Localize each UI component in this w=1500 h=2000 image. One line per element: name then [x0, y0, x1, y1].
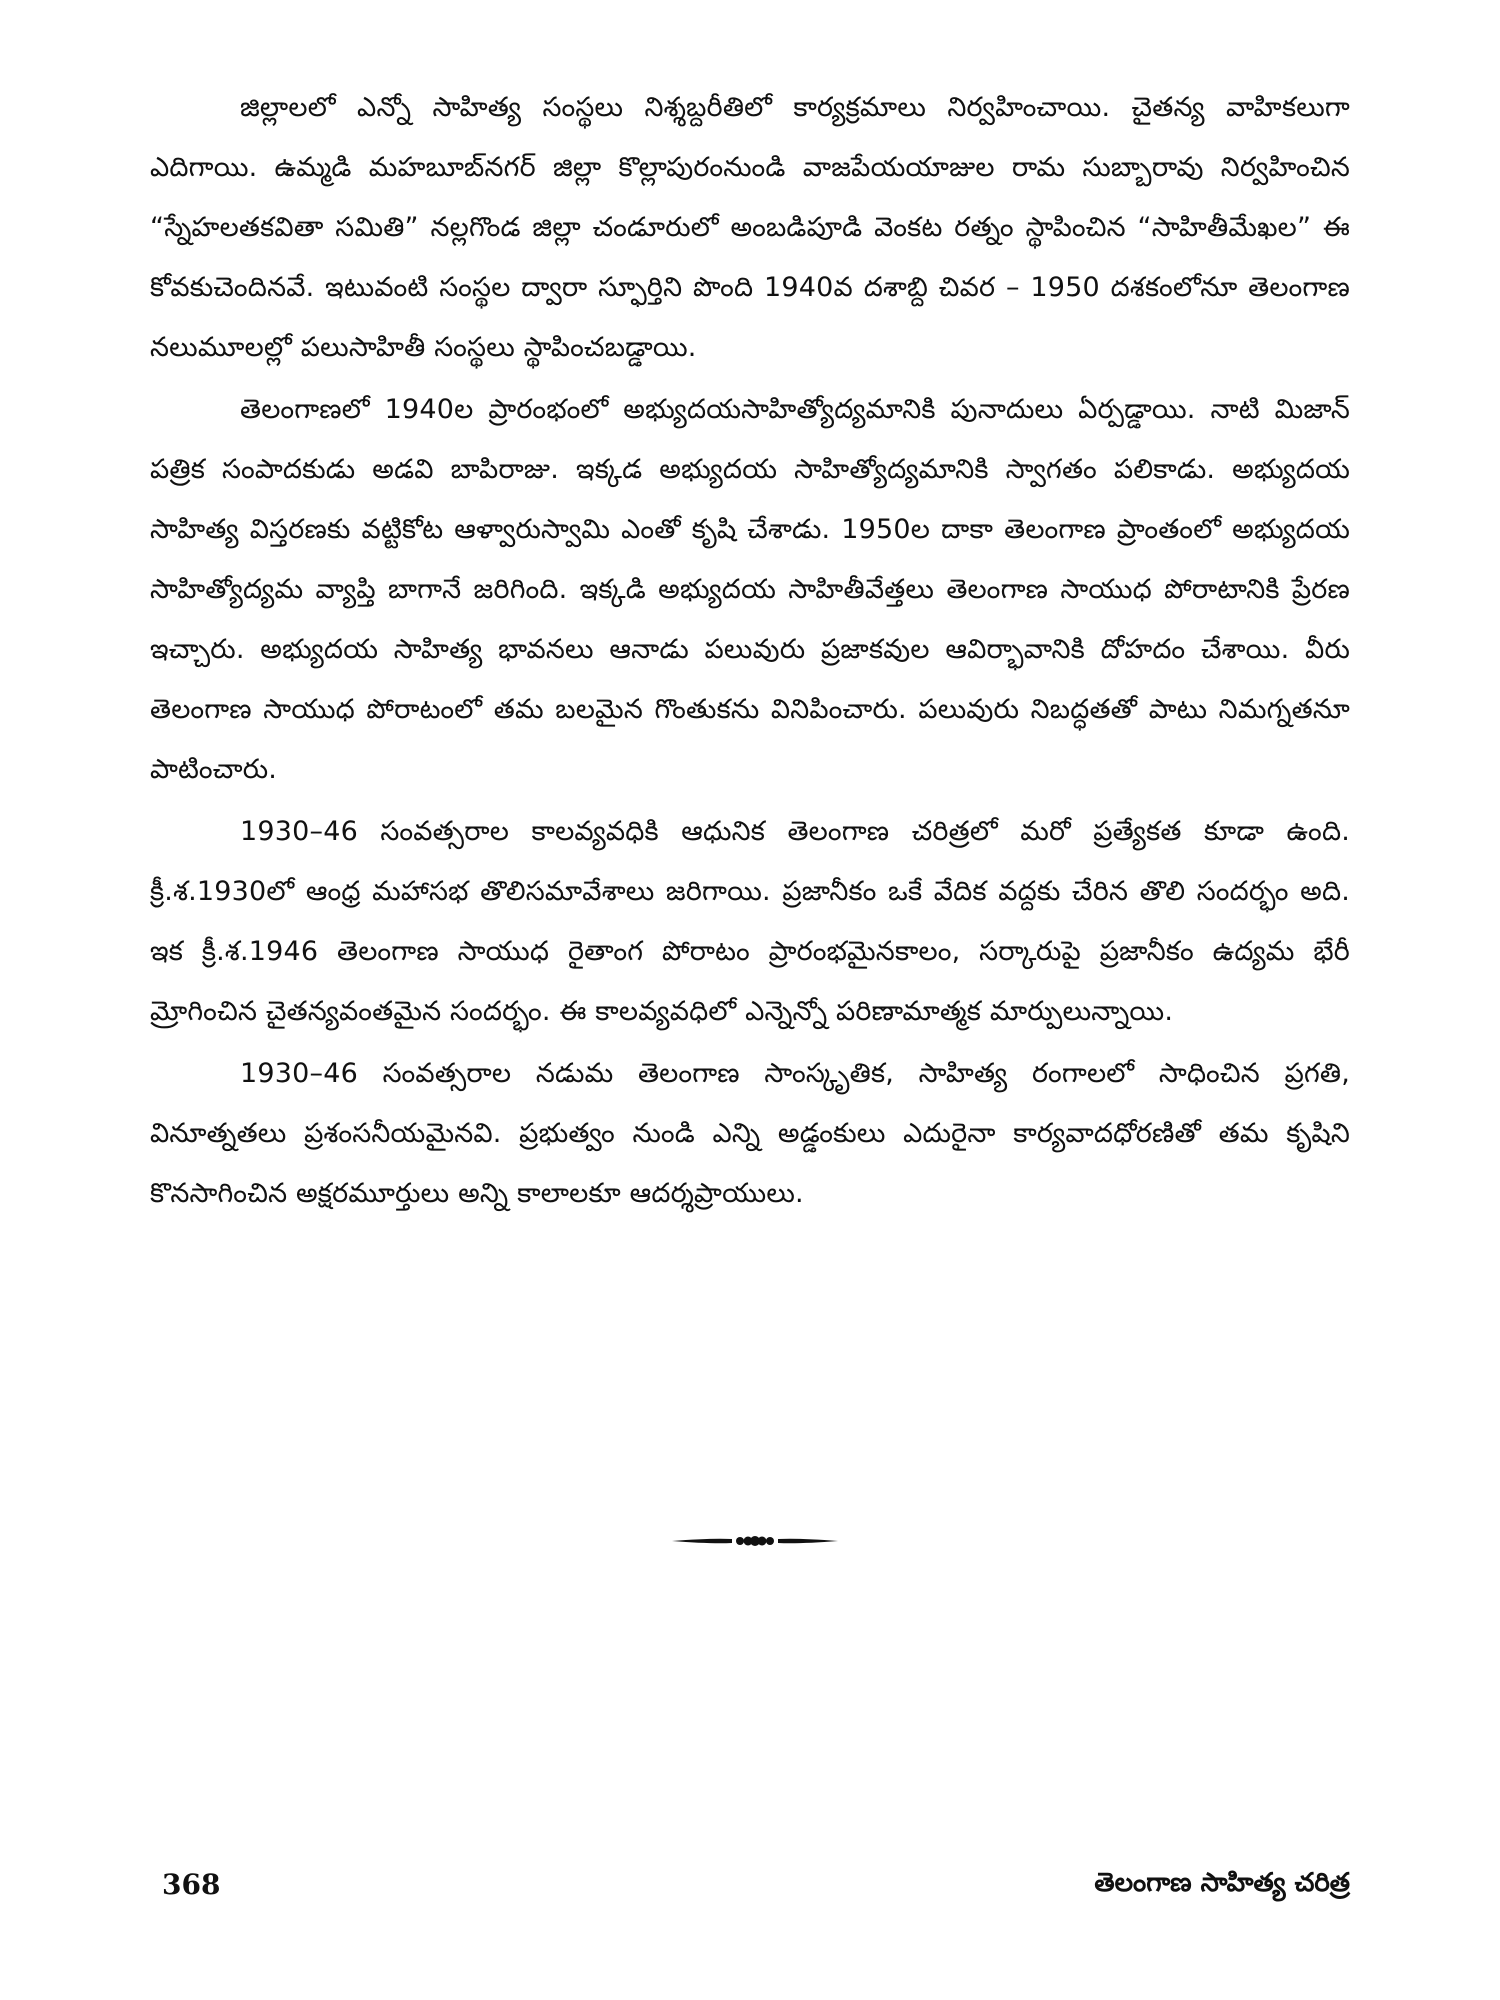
page-number: 368 — [162, 1868, 221, 1901]
section-end-ornament — [670, 1530, 840, 1552]
page-footer — [162, 1860, 1350, 1920]
paragraph-4: 1930–46 సంవత్సరాల నడుమ తెలంగాణ సాంస్కృతిక, సాహిత్య రంగాలలో సాధించిన ప్రగతి, వినూత్నతలు ప్రశంసనీయమైనవి. ప్రభుత్వం నుండి ఎన్ని అడ్డంకులు ఎదురైనా కార్యవాదధోరణితో తమ కృషిని కొనసాగించిన అక్షరమూర్తులు అన్ని కాలాలకూ ఆదర్శప్రాయులు. — [150, 1058, 1350, 1209]
body-text — [150, 78, 1350, 1226]
paragraph-1: జిల్లాలలో ఎన్నో సాహిత్య సంస్థలు నిశ్శబ్దరీతిలో కార్యక్రమాలు నిర్వహించాయి. చైతన్య వాహికలుగా ఎదిగాయి. ఉమ్మడి మహబూబ్‌నగర్ జిల్లా కొల్లాపురంనుండి వాజపేయయాజుల రామ సుబ్బారావు నిర్వహించిన “స్నేహలతకవితా సమితి” నల్లగొండ జిల్లా చండూరులో అంబడిపూడి వెంకట రత్నం స్థాపించిన “సాహితీమేఖల” ఈ కోవకుచెందినవే. ఇటువంటి సంస్థల ద్వారా స్ఫూర్తిని పొంది 1940వ దశాబ్ది చివర – 1950 దశకంలోనూ తెలంగాణ నలుమూలల్లో పలుసాహితీ సంస్థలు స్థాపించబడ్డాయి. — [150, 92, 1350, 363]
paragraph-3: 1930–46 సంవత్సరాల కాలవ్యవధికి ఆధునిక తెలంగాణ చరిత్రలో మరో ప్రత్యేకత కూడా ఉంది. క్రీ.శ.1930లో ఆంధ్ర మహాసభ తొలిసమావేశాలు జరిగాయి. ప్రజానీకం ఒకే వేదిక వద్దకు చేరిన తొలి సందర్భం అది. ఇక క్రీ.శ.1946 తెలంగాణ సాయుధ రైతాంగ పోరాటం ప్రారంభమైనకాలం, సర్కారుపై ప్రజానీకం ఉద్యమ భేరీ మ్రోగించిన చైతన్యవంతమైన సందర్భం. ఈ కాలవ్యవధిలో ఎన్నెన్నో పరిణామాత్మక మార్పులున్నాయి. — [150, 816, 1350, 1027]
paragraph-2: తెలంగాణలో 1940ల ప్రారంభంలో అభ్యుదయసాహిత్యోద్యమానికి పునాదులు ఏర్పడ్డాయి. నాటి మిజాన్ పత్రిక సంపాదకుడు అడవి బాపిరాజు. ఇక్కడ అభ్యుదయ సాహిత్యోద్యమానికి స్వాగతం పలికాడు. అభ్యుదయ సాహిత్య విస్తరణకు వట్టికోట ఆళ్వారుస్వామి ఎంతో కృషి చేశాడు. 1950ల దాకా తెలంగాణ ప్రాంతంలో అభ్యుదయ సాహిత్యోద్యమ వ్యాప్తి బాగానే జరిగింది. ఇక్కడి అభ్యుదయ సాహితీవేత్తలు తెలంగాణ సాయుధ పోరాటానికి ప్రేరణ ఇచ్చారు. అభ్యుదయ సాహిత్య భావనలు ఆనాడు పలువురు ప్రజాకవుల ఆవిర్భావానికి దోహదం చేశాయి. వీరు తెలంగాణ సాయుధ పోరాటంలో తమ బలమైన గొంతుకను వినిపించారు. పలువురు నిబద్ధతతో పాటు నిమగ్నతనూ పాటించారు. — [150, 394, 1350, 785]
running-title: తెలంగాణ సాహిత్య చరిత్ర — [1094, 1868, 1350, 1898]
